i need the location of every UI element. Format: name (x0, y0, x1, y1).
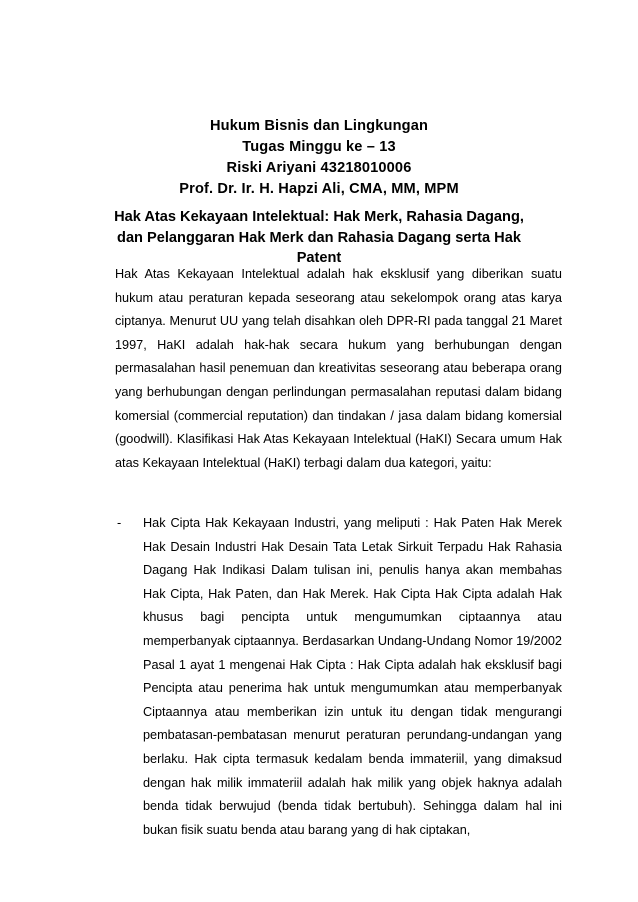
assignment-label: Tugas Minggu ke – 13 (242, 139, 396, 155)
category-list (115, 512, 562, 842)
document-header (60, 116, 578, 200)
document-title: Hak Atas Kekayaan Intelektual: Hak Merk, Rahasia Dagang, dan Pelanggaran Hak Merk dan Rahasia Dagang serta Hak Patent (114, 209, 524, 266)
student-name: Riski Ariyani 43218010006 (226, 160, 412, 176)
list-bullet: - (117, 516, 122, 530)
course-title: Hukum Bisnis dan Lingkungan (209, 118, 429, 134)
list-item-text: Hak Cipta Hak Kekayaan Industri, yang meliputi : Hak Paten Hak Merek Hak Desain Industri Hak Desain Tata Letak Sirkuit Terpadu Hak Rahasia Dagang Hak Indikasi Dalam tulisan ini, penulis hanya akan membahas Hak Cipta, Hak Paten, dan Hak Merek. Hak Cipta Hak Cipta adalah Hak khusus bagi pencipta untuk mengumumkan ciptaannya atau memperbanyak ciptaannya. Berdasarkan Undang-Undang Nomor 19/2002 Pasal 1 ayat 1 mengenai Hak Cipta : Hak Cipta adalah hak eksklusif bagi Pencipta atau penerima hak untuk mengumumkan atau memperbanyak Ciptaannya atau memberikan izin untuk itu dengan tidak mengurangi pembatasan-pembatasan menurut peraturan perundang-undangan yang berlaku. Hak cipta termasuk kedalam benda immateriil, yang dimaksud dengan hak milik immateriil adalah hak milik yang objek haknya adalah benda tidak berwujud (benda tidak bertubuh). Sehingga dalam hal ini bukan fisik suatu benda atau barang yang di hak ciptakan, (143, 516, 562, 837)
intro-paragraph: Hak Atas Kekayaan Intelektual adalah hak eksklusif yang diberikan suatu hukum atau peraturan kepada seseorang atau sekelompok orang atas karya ciptanya. Menurut UU yang telah disahkan oleh DPR-RI pada tanggal 21 Maret 1997, HaKI adalah hak-hak secara hukum yang berhubungan dengan permasalahan hasil penemuan dan kreativitas seseorang atau beberapa orang yang berhubungan dengan perlindungan permasalahan reputasi dalam bidang komersial (commercial reputation) dan tindakan / jasa dalam bidang komersial (goodwill). Klasifikasi Hak Atas Kekayaan Intelektual (HaKI) Secara umum Hak atas Kekayaan Intelektual (HaKI) terbagi dalam dua kategori, yaitu: (115, 267, 562, 470)
list-item (115, 512, 562, 842)
lecturer-name: Prof. Dr. Ir. H. Hapzi Ali, CMA, MM, MPM (179, 181, 459, 197)
